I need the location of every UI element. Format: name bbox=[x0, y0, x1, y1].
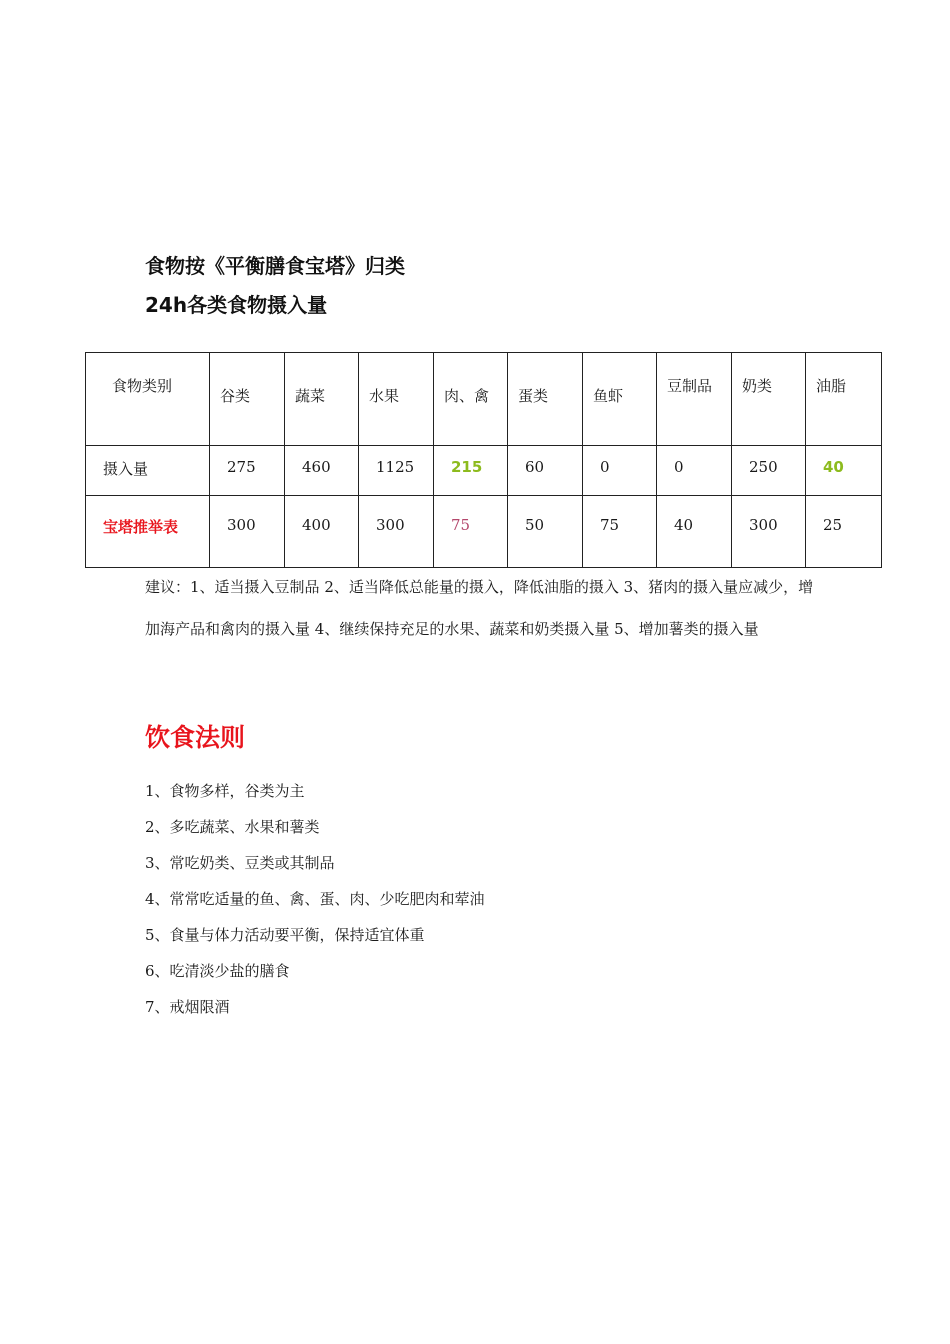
table-cell: 250 bbox=[749, 458, 778, 476]
food-intake-table bbox=[85, 352, 882, 568]
table-cell: 400 bbox=[302, 516, 331, 534]
table-cell: 60 bbox=[525, 458, 545, 476]
table-cell: 40 bbox=[674, 516, 694, 534]
table-cell: 0 bbox=[600, 458, 610, 476]
table-cell: 75 bbox=[600, 516, 620, 534]
list-item: 6、吃清淡少盐的膳食 bbox=[145, 962, 290, 980]
table-cell: 蛋类 bbox=[518, 387, 549, 405]
table-cell: 50 bbox=[525, 516, 545, 534]
table-cell: 鱼虾 bbox=[593, 387, 624, 405]
table-cell: 豆制品 bbox=[667, 377, 713, 395]
table-cell: 0 bbox=[674, 458, 684, 476]
table-cell: 275 bbox=[227, 458, 256, 476]
diet-rules-list bbox=[145, 777, 485, 1029]
table-header-row bbox=[86, 353, 882, 446]
table-cell: 食物类别 bbox=[112, 377, 173, 395]
list-item: 1、食物多样，谷类为主 bbox=[145, 782, 305, 800]
list-item: 2、多吃蔬菜、水果和薯类 bbox=[145, 818, 320, 836]
section-heading-classification: 食物按《平衡膳食宝塔》归类 bbox=[145, 254, 405, 278]
section-heading-intake: 24h各类食物摄入量 bbox=[145, 293, 328, 317]
table-cell: 油脂 bbox=[816, 377, 847, 395]
list-item: 7、戒烟限酒 bbox=[145, 998, 230, 1016]
table-cell: 摄入量 bbox=[103, 460, 149, 478]
diet-rules-title: 饮食法则 bbox=[145, 723, 246, 752]
table-cell: 谷类 bbox=[220, 387, 251, 405]
table-cell: 300 bbox=[749, 516, 778, 534]
table-row-recommend bbox=[86, 496, 882, 568]
table-cell: 300 bbox=[227, 516, 256, 534]
table-cell: 460 bbox=[302, 458, 331, 476]
table-cell: 蔬菜 bbox=[295, 387, 326, 405]
table-cell: 肉、禽 bbox=[444, 387, 490, 405]
advice-paragraph: 建议：1、适当摄入豆制品 2、适当降低总能量的摄入，降低油脂的摄入 3、猪肉的摄入量应减少，增加海产品和禽肉的摄入量 4、继续保持充足的水果、蔬菜和奶类摄入量 5、增加薯类的摄入量 bbox=[145, 578, 814, 638]
table-cell: 300 bbox=[376, 516, 405, 534]
table-cell-label-red: 宝塔推举表 bbox=[103, 518, 179, 536]
table-cell: 水果 bbox=[369, 387, 400, 405]
table-cell-highlight: 40 bbox=[823, 458, 844, 476]
table-cell: 奶类 bbox=[742, 377, 773, 395]
list-item: 4、常常吃适量的鱼、禽、蛋、肉、少吃肥肉和荤油 bbox=[145, 890, 485, 908]
table-cell-highlight: 75 bbox=[451, 516, 471, 534]
table-cell: 25 bbox=[823, 516, 843, 534]
list-item: 5、食量与体力活动要平衡，保持适宜体重 bbox=[145, 926, 425, 944]
list-item: 3、常吃奶类、豆类或其制品 bbox=[145, 854, 335, 872]
table-row-intake bbox=[86, 446, 882, 496]
table-cell-highlight: 215 bbox=[451, 458, 483, 476]
table-cell: 1125 bbox=[376, 458, 415, 476]
